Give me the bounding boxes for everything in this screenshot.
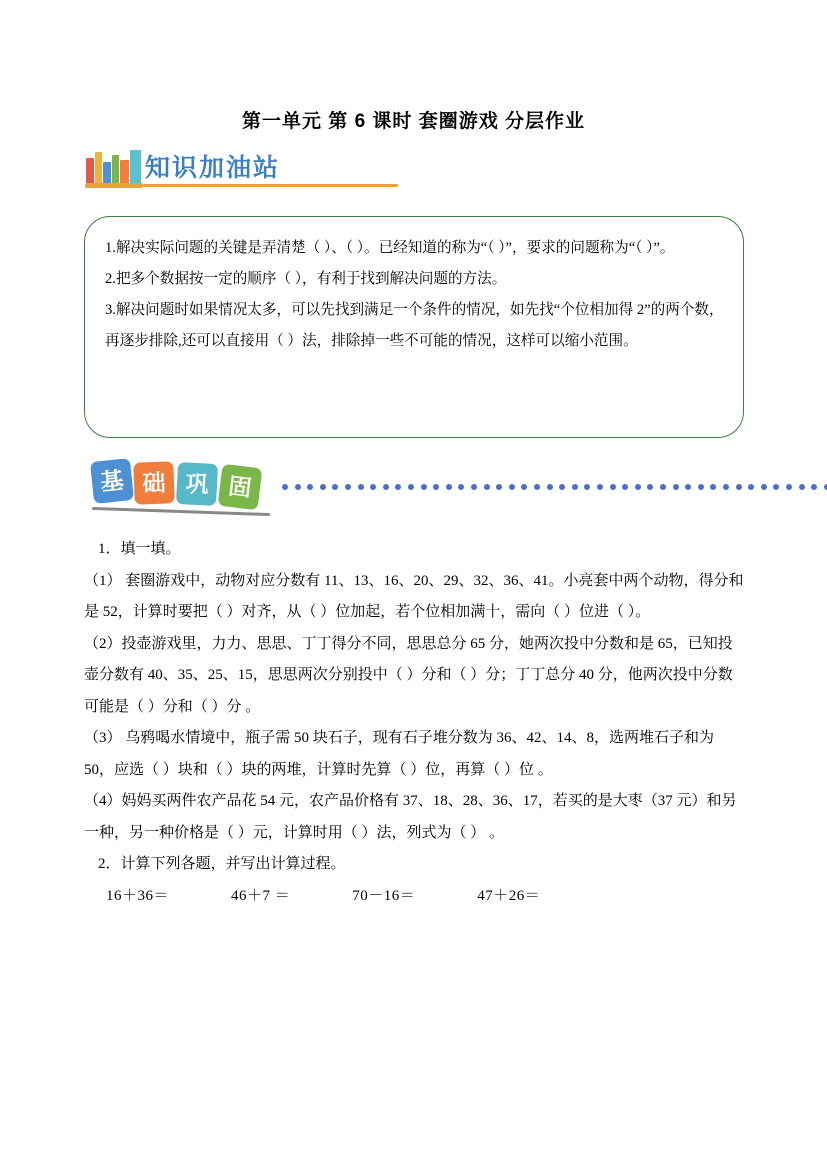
divider-dot [660,484,666,490]
divider-dot [647,484,653,490]
divider-dot [446,484,452,490]
knowledge-section-title: 知识加油站 [145,154,281,182]
divider-dot [421,484,427,490]
divider-dot [370,484,376,490]
question-item: （2）投壶游戏里，力力、思思、丁丁得分不同，思思总分 65 分，她两次投中分数和是 65，已知投壶分数有 40、35、25、15，思思两次分别投中（ ）分和（ ）分；丁丁总分 40 分，他两次投中分数可能是（ ）分和（ ）分 。 [84,635,733,715]
calc-problem: 46＋7 ＝ [231,887,291,904]
question-item: （1） 套圈游戏中，动物对应分数有 11、13、16、20、29、32、36、41。小亮套中两个动物，得分和是 52，计算时要把（ ）对齐，从（ ）位加起，若个位相加满十，需向（ ）位进（ ）。 [84,572,744,620]
question-item: （3） 乌鸦喝水情境中，瓶子需 50 块石子，现有石子堆分数为 36、42、14、8，选两堆石子和为 50，应选（ ）块和（ ）块的两堆，计算时先算（ ）位，再算（ ）位 。 [84,730,715,778]
page-title: 第一单元 第 6 课时 套圈游戏 分层作业 [242,111,585,132]
divider-dot [673,484,679,490]
divider-dot [282,484,288,490]
divider-dot [698,484,704,490]
divider-dot [484,484,490,490]
divider-dot [332,484,338,490]
divider-dot [383,484,389,490]
calc-problem: 16＋36＝ [106,887,170,904]
divider-dot [345,484,351,490]
divider-dot [471,484,477,490]
divider-dot [584,484,590,490]
basic-section-title [92,460,264,510]
divider-dot [597,484,603,490]
knowledge-item: 1.解决实际问题的关键是弄清楚（ ）、（ ）。已经知道的称为“（ ）”，要求的问题称为“（ ）”。 [105,240,675,256]
exercise-body [84,534,744,912]
title-tile: 固 [218,464,263,511]
divider-dot [736,484,742,490]
divider-dot [320,484,326,490]
calc-problem: 70－16＝ [352,887,416,904]
divider-dot [786,484,792,490]
question-heading: 1．填一填。 [98,541,181,557]
divider-dot [572,484,578,490]
divider-dot [710,484,716,490]
divider-dot [622,484,628,490]
divider-dot [534,484,540,490]
divider-dot [685,484,691,490]
divider-dot [635,484,641,490]
divider-dot [395,484,401,490]
knowledge-underline [143,184,398,187]
question-heading: 2．计算下列各题，并写出计算过程。 [98,856,346,872]
divider-dot [458,484,464,490]
divider-dot [307,484,313,490]
divider-dot [509,484,515,490]
divider-dot [799,484,805,490]
books-icon [85,148,143,188]
question-item: （4）妈妈买两件农产品花 54 元，农产品价格有 37、18、28、36、17，若买的是大枣（37 元）和另一种，另一种价格是（ ）元，计算时用（ ）法，列式为（ ） 。 [84,793,737,841]
divider-dot [547,484,553,490]
basic-section-header [86,458,746,516]
divider-dot [559,484,565,490]
knowledge-item: 2.把多个数据按一定的顺序（ ），有利于找到解决问题的方法。 [105,271,507,287]
title-tile: 基 [90,458,134,504]
divider-dot [496,484,502,490]
title-tile: 巩 [176,462,218,506]
divider-dot [748,484,754,490]
divider-dot [408,484,414,490]
divider-dot [358,484,364,490]
knowledge-item: 3.解决问题时如果情况太多，可以先找到满足一个条件的情况，如先找“个位相加得 2”的两个数，再逐步排除,还可以直接用（ ）法，排除掉一些不可能的情况，这样可以缩小范围。 [105,302,724,349]
dotted-divider [282,484,827,491]
title-tile: 础 [133,461,174,504]
divider-dot [610,484,616,490]
divider-dot [433,484,439,490]
knowledge-section-header [85,146,325,190]
divider-dot [295,484,301,490]
divider-dot [761,484,767,490]
divider-dot [773,484,779,490]
knowledge-box [84,216,744,438]
divider-dot [811,484,817,490]
calc-problem: 47＋26＝ [477,887,541,904]
divider-dot [723,484,729,490]
divider-dot [521,484,527,490]
calc-row [84,881,744,913]
